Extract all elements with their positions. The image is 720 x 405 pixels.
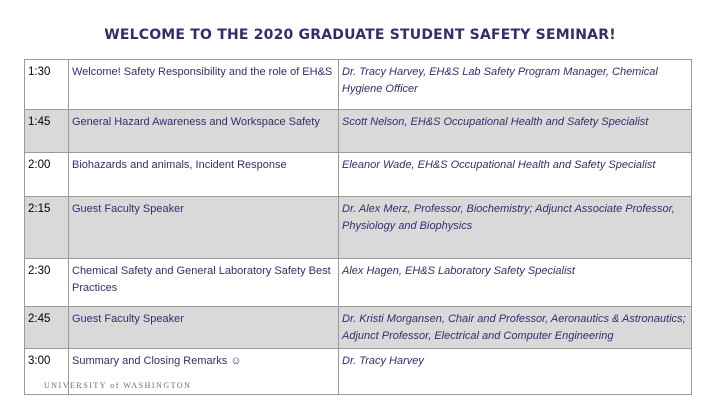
topic-cell: Chemical Safety and General Laboratory Safety Best Practices xyxy=(69,259,339,307)
table-row xyxy=(25,307,692,349)
table-row xyxy=(25,197,692,259)
speaker-cell: Scott Nelson, EH&S Occupational Health and Safety Specialist xyxy=(339,110,692,153)
topic-cell: Guest Faculty Speaker xyxy=(69,197,339,259)
speaker-cell: Dr. Tracy Harvey, EH&S Lab Safety Program Manager, Chemical Hygiene Officer xyxy=(339,60,692,110)
time-cell: 2:45 xyxy=(25,307,69,349)
agenda-table xyxy=(24,59,692,395)
time-cell: 2:00 xyxy=(25,153,69,197)
topic-cell: General Hazard Awareness and Workspace Safety xyxy=(69,110,339,153)
time-cell: 1:30 xyxy=(25,60,69,110)
slide-title: WELCOME TO THE 2020 GRADUATE STUDENT SAFETY SEMINAR! xyxy=(104,27,616,43)
university-logo: UNIVERSITY of WASHINGTON xyxy=(44,381,192,390)
speaker-cell: Dr. Tracy Harvey xyxy=(339,349,692,395)
speaker-cell: Dr. Alex Merz, Professor, Biochemistry; Adjunct Associate Professor, Physiology and Biophysics xyxy=(339,197,692,259)
table-row xyxy=(25,60,692,110)
time-cell: 3:00 xyxy=(25,349,69,395)
speaker-cell: Dr. Kristi Morgansen, Chair and Professor, Aeronautics & Astronautics; Adjunct Professor, Electrical and Computer Engineering xyxy=(339,307,692,349)
topic-cell: Summary and Closing Remarks ☺ xyxy=(69,349,339,395)
speaker-cell: Alex Hagen, EH&S Laboratory Safety Specialist xyxy=(339,259,692,307)
table-row xyxy=(25,259,692,307)
speaker-cell: Eleanor Wade, EH&S Occupational Health and Safety Specialist xyxy=(339,153,692,197)
table-row xyxy=(25,153,692,197)
time-cell: 1:45 xyxy=(25,110,69,153)
time-cell: 2:15 xyxy=(25,197,69,259)
topic-cell: Biohazards and animals, Incident Response xyxy=(69,153,339,197)
table-row xyxy=(25,110,692,153)
topic-cell: Guest Faculty Speaker xyxy=(69,307,339,349)
time-cell: 2:30 xyxy=(25,259,69,307)
topic-cell: Welcome! Safety Responsibility and the role of EH&S xyxy=(69,60,339,110)
